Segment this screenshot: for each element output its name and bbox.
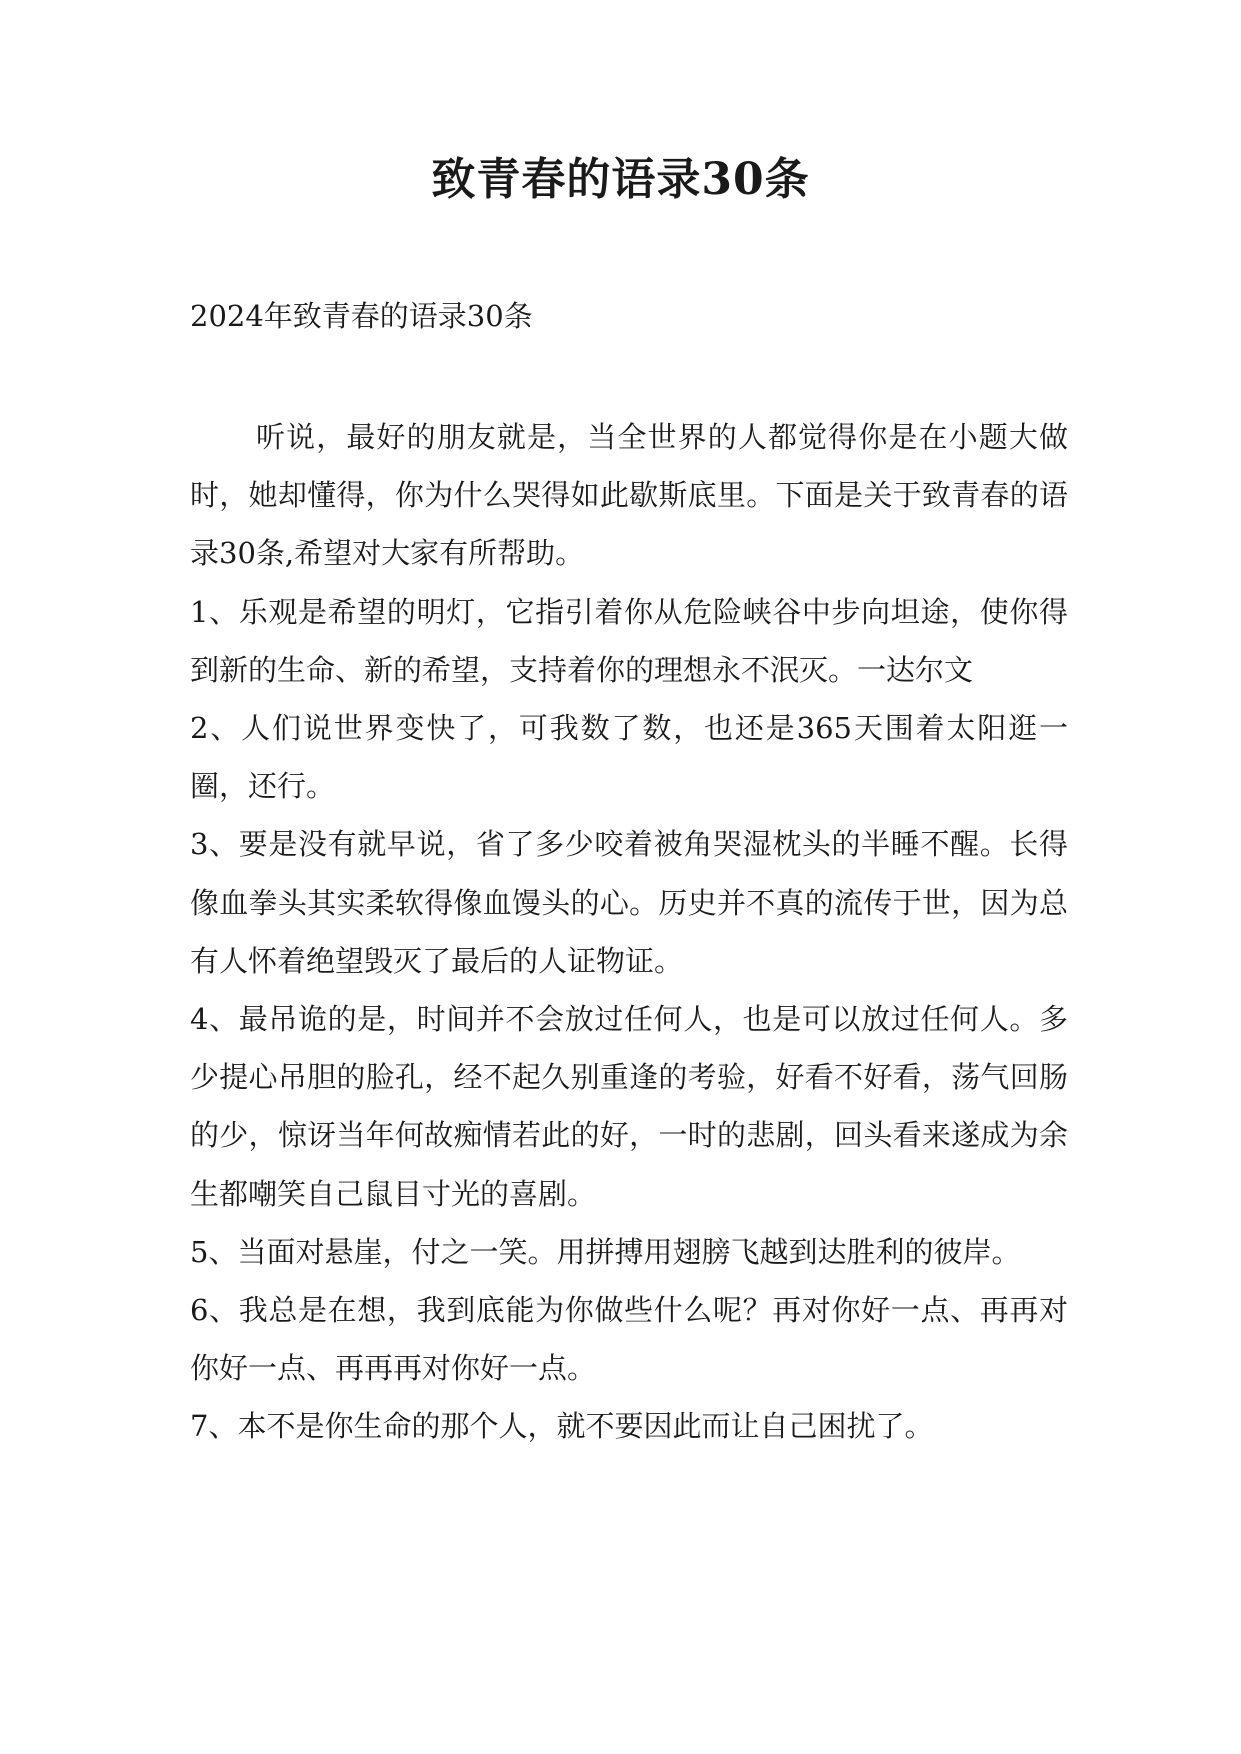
document-body <box>190 408 1068 1456</box>
quote-item-1: 1、乐观是希望的明灯，它指引着你从危险峡谷中步向坦途，使你得到新的生命、新的希望，支持着你的理想永不泯灭。一达尔文 <box>190 594 1068 687</box>
quote-item-6: 6、我总是在想，我到底能为你做些什么呢？再对你好一点、再再对你好一点、再再再对你好一点。 <box>190 1293 1068 1386</box>
intro-paragraph: 听说，最好的朋友就是，当全世界的人都觉得你是在小题大做时，她却懂得，你为什么哭得如此歇斯底里。下面是关于致青春的语录30条,希望对大家有所帮助。 <box>190 420 1068 571</box>
quote-item-3: 3、要是没有就早说，省了多少咬着被角哭湿枕头的半睡不醒。长得像血拳头其实柔软得像血馒头的心。历史并不真的流传于世，因为总有人怀着绝望毁灭了最后的人证物证。 <box>190 827 1068 978</box>
document-title: 致青春的语录30条 <box>431 154 810 205</box>
quote-item-4: 4、最吊诡的是，时间并不会放过任何人，也是可以放过任何人。多少提心吊胆的脸孔，经不起久别重逢的考验，好看不好看，荡气回肠的少，惊讶当年何故痴情若此的好，一时的悲剧，回头看来遂成为余生都嘲笑自己鼠目寸光的喜剧。 <box>190 1002 1068 1211</box>
document-subtitle: 2024年致青春的语录30条 <box>190 299 533 333</box>
quote-item-2: 2、人们说世界变快了，可我数了数，也还是365天围着太阳逛一圈，还行。 <box>190 711 1068 804</box>
quote-item-5: 5、当面对悬崖，付之一笑。用拼搏用翅膀飞越到达胜利的彼岸。 <box>190 1234 1021 1269</box>
quote-item-7: 7、本不是你生命的那个人，就不要因此而让自己困扰了。 <box>190 1409 934 1444</box>
